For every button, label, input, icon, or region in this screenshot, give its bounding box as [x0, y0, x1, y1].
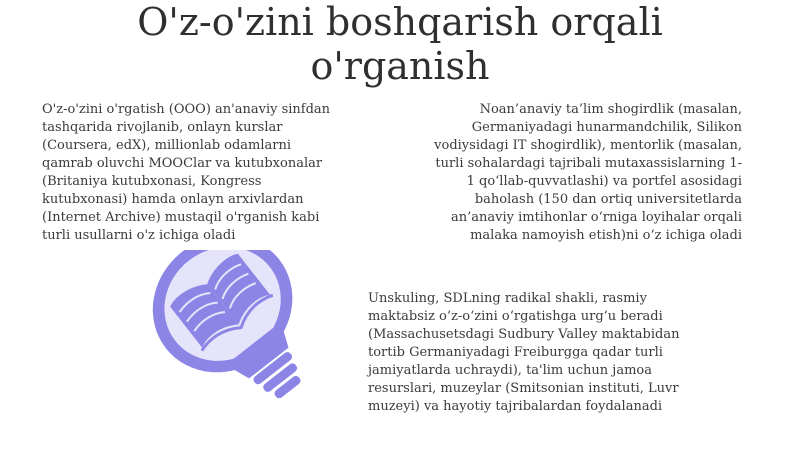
paragraph-left: O'z-o'zini o'rgatish (OOO) an'anaviy sinfdan tashqarida rivojlanib, onlayn kurslar (Coursera, edX), millionlab odamlarni qamrab oluvchi MOOClar va kutubxonalar (Britaniya kutubxonasi, Kongress kutubxonasi) hamda onlayn arxivlardan (Internet Archive) mustaqil o'rganish kabi turli usullarni o'z ichiga oladi: [42, 102, 331, 243]
page-title: O'z-o'zini boshqarish orqali o'rganish: [137, 0, 663, 88]
lightbulb-book-icon: [100, 250, 315, 425]
paragraph-right: Noan’anaviy ta’lim shogirdlik (masalan, Germaniyadagi hunarmandchilik, Silikon vodiysidagi IT shogirdlik), mentorlik (masalan, turli sohalardagi tajribali mutaxassislarning 1-1 qo‘llab-quvvatlashi) va portfel asosidagi baholash (150 dan ortiq universitetlarda an’anaviy imtihonlar o‘rniga loyihalar orqali malaka namoyish etish)ni o‘z ichiga oladi: [434, 102, 742, 243]
paragraph-bottom: Unskuling, SDLning radikal shakli, rasmiy maktabsiz o‘z-o‘zini o‘rgatishga urg‘u beradi (Massachusetsdagi Sudbury Valley maktabidan tortib Germaniyadagi Freiburgga qadar turli jamiyatlarda uchraydi), ta'lim uchun jamoa resurslari, muzeylar (Smitsonian instituti, Luvr muzeyi) va hayotiy tajribalardan foydalanadi: [368, 291, 680, 414]
